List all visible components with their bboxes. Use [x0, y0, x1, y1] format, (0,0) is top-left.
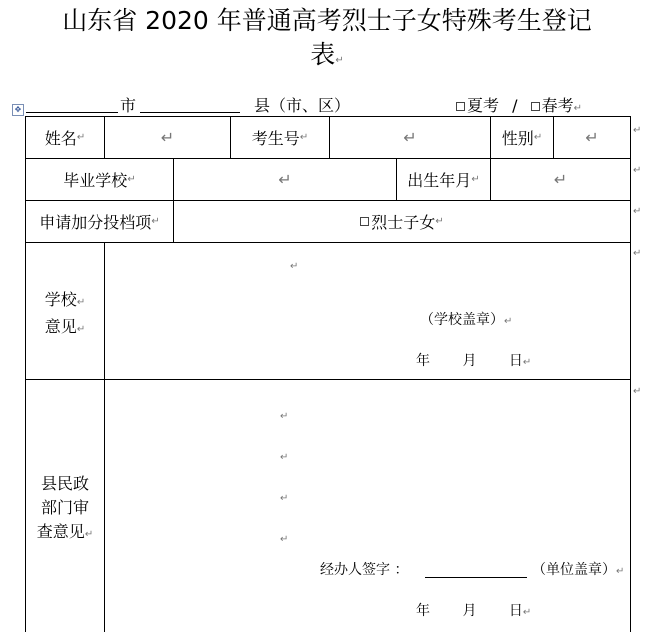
gender-label: 性别 [501, 129, 534, 148]
paragraph-mark: ↵ [403, 128, 417, 147]
date-month: 月 [462, 603, 477, 619]
exam-no-label: 考生号 [251, 129, 300, 148]
school-opinion-label-2: 意见 [44, 317, 77, 336]
school-label: 毕业学校 [63, 171, 128, 190]
summer-checkbox[interactable] [456, 102, 465, 111]
date-year: 年 [416, 603, 430, 619]
table-move-handle-icon[interactable]: ✥ [12, 104, 24, 116]
apply-label-cell [26, 201, 173, 242]
paragraph-mark: ↵ [76, 132, 86, 143]
summer-label: 夏考 [467, 96, 500, 115]
school-seal [420, 309, 512, 329]
apply-label: 申请加分投档项 [39, 213, 152, 232]
unit-seal [532, 559, 624, 579]
paragraph-mark: ↵ [76, 297, 86, 308]
school-seal-text: （学校盖章） [420, 312, 504, 328]
exam-no-label-cell [231, 117, 329, 158]
handler-sign-field[interactable] [425, 561, 527, 578]
spring-checkbox[interactable] [531, 102, 540, 111]
name-field[interactable] [105, 117, 230, 158]
city-label: 市 [120, 96, 137, 115]
name-label: 姓名 [44, 129, 77, 148]
dept-opinion-label [26, 472, 104, 547]
county-blank[interactable] [140, 96, 240, 113]
school-field[interactable] [174, 159, 396, 200]
paragraph-mark: ↵ [84, 529, 94, 540]
paragraph-mark: ↵ [151, 216, 160, 227]
paragraph-mark: ↵ [471, 174, 480, 185]
birth-label: 出生年月 [407, 171, 472, 190]
row-end-mark: ↵ [633, 248, 642, 259]
row-end-mark: ↵ [633, 206, 642, 217]
exam-type-selector [456, 93, 582, 116]
birth-field[interactable] [491, 159, 630, 200]
school-date [416, 350, 531, 370]
paragraph-mark: ↵ [278, 170, 292, 189]
row-end-mark: ↵ [633, 386, 642, 397]
date-month: 月 [462, 353, 477, 369]
title-text: 山东省 2020 年普通高考烈士子女特殊考生登记 [62, 6, 592, 35]
paragraph-mark: ↵ [504, 316, 513, 327]
paragraph-mark: ↵ [616, 566, 625, 577]
dept-label-3: 查意见 [36, 522, 85, 541]
paragraph-mark: ↵ [585, 128, 599, 147]
dept-date [416, 600, 531, 620]
row-end-mark: ↵ [633, 165, 642, 176]
paragraph-mark: ↵ [280, 411, 289, 422]
paragraph-mark: ↵ [160, 128, 175, 147]
paragraph-mark: ↵ [76, 324, 86, 335]
paragraph-mark: ↵ [435, 216, 444, 227]
title-text-2: 表 [310, 40, 336, 69]
paragraph-mark: ↵ [522, 357, 532, 368]
paragraph-mark: ↵ [280, 493, 289, 504]
birth-label-cell [397, 159, 490, 200]
paragraph-mark: ↵ [533, 132, 543, 143]
dept-label-2: 部门审 [40, 498, 89, 517]
exam-no-field[interactable] [330, 117, 490, 158]
document-title-line2 [0, 38, 654, 78]
apply-value: 烈士子女 [371, 213, 436, 232]
gender-field[interactable] [554, 117, 630, 158]
separator: / [512, 96, 518, 115]
paragraph-mark: ↵ [280, 452, 289, 463]
date-year: 年 [416, 353, 430, 369]
dept-opinion-field[interactable] [280, 396, 288, 560]
paragraph-mark: ↵ [553, 170, 568, 189]
paragraph-mark: ↵ [299, 132, 309, 143]
paragraph-mark: ↵ [127, 174, 136, 185]
school-opinion-label-1: 学校 [44, 290, 77, 309]
paragraph-mark: ↵ [573, 103, 582, 114]
row-end-mark: ↵ [633, 125, 642, 136]
apply-value-cell [174, 201, 630, 242]
school-opinion-label [26, 288, 104, 342]
paragraph-mark: ↵ [335, 55, 344, 66]
school-opinion-field[interactable] [290, 261, 298, 272]
unit-seal-text: （单位盖章） [532, 562, 616, 578]
martyr-children-checkbox[interactable] [360, 217, 369, 226]
name-label-cell [26, 117, 104, 158]
school-label-cell [26, 159, 173, 200]
handler-sign-label: 经办人签字 ： [320, 562, 409, 578]
paragraph-mark: ↵ [290, 261, 299, 272]
paragraph-mark: ↵ [280, 534, 289, 545]
document-title-line1 [0, 4, 654, 38]
spring-label: 春考 [541, 96, 574, 115]
county-label: 县（市、区） [254, 96, 351, 115]
gender-label-cell [491, 117, 553, 158]
date-day: 日 [508, 353, 523, 369]
dept-label-1: 县民政 [40, 474, 89, 493]
city-blank[interactable] [26, 96, 118, 113]
paragraph-mark: ↵ [522, 607, 532, 618]
date-day: 日 [508, 603, 523, 619]
